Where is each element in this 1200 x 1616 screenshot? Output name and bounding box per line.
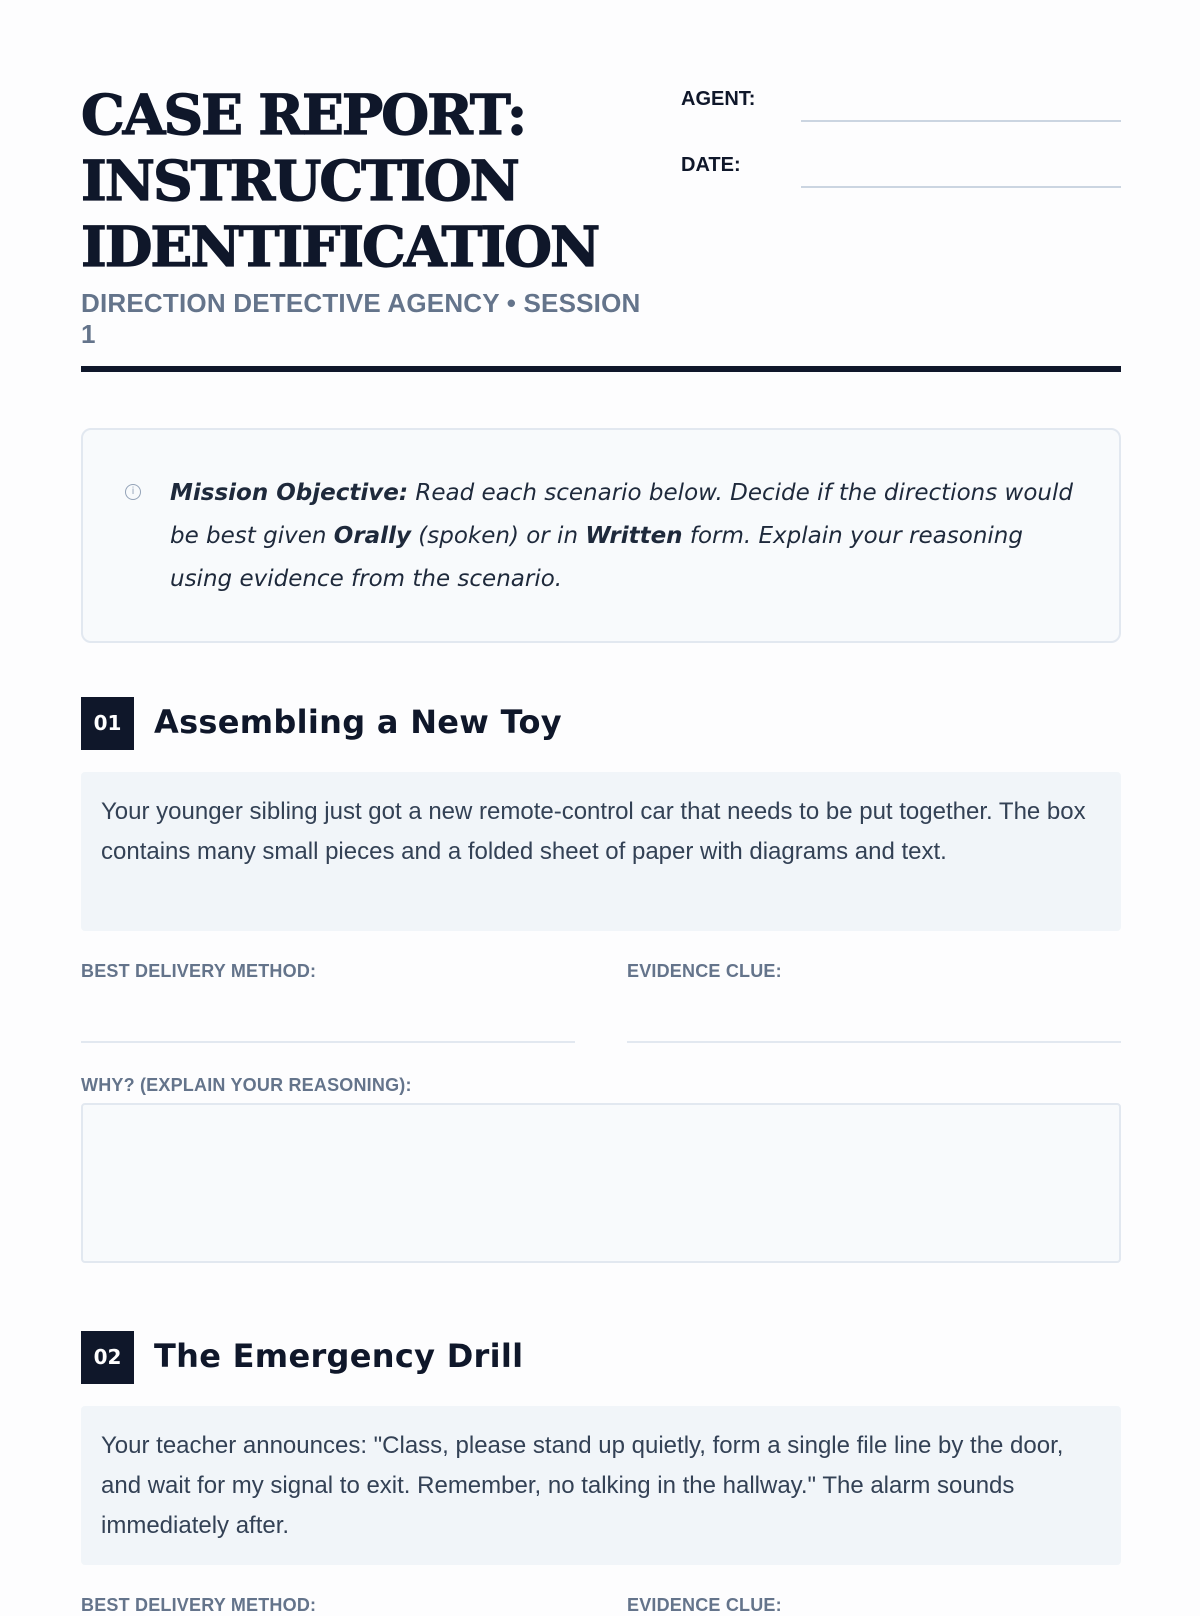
mission-orally: Orally (333, 523, 411, 549)
page-subtitle: DIRECTION DETECTIVE AGENCY • SESSION 1 (81, 288, 641, 349)
header-divider (81, 366, 1121, 372)
evidence-label: EVIDENCE CLUE: (627, 961, 782, 981)
method-label: BEST DELIVERY METHOD: (81, 1595, 317, 1615)
agent-field[interactable] (681, 82, 1121, 122)
reasoning-textarea[interactable] (81, 1103, 1121, 1263)
worksheet-page (81, 0, 1121, 1615)
why-label: WHY? (EXPLAIN YOUR REASONING): (81, 1075, 412, 1095)
case-header (81, 697, 1121, 751)
mission-text-2: (spoken) or in (410, 523, 586, 549)
method-label: BEST DELIVERY METHOD: (81, 961, 317, 981)
mission-text-1: Read each scenario below. Decide if the directions would be best given (170, 480, 1073, 549)
scenario-text: Your younger sibling just got a new remote-control car that needs to be put together. The box contains many small pieces and a folded sheet of paper with diagrams and text. (81, 772, 1121, 931)
date-field[interactable] (681, 148, 1121, 188)
scenario-text: Your teacher announces: "Class, please stand up quietly, form a single file line by the door, and wait for my signal to exit. Remember, no talking in the hallway." The alarm sounds immediately after. (81, 1406, 1121, 1565)
case-header (81, 1331, 1121, 1385)
method-input-line[interactable] (81, 1041, 575, 1043)
title-line-1: CASE REPORT: (81, 82, 526, 147)
title-line-3: IDENTIFICATION (81, 214, 599, 279)
agent-input-line[interactable] (801, 120, 1121, 122)
agent-label: AGENT: (681, 88, 756, 110)
evidence-input-line[interactable] (627, 1041, 1121, 1043)
date-input-line[interactable] (801, 186, 1121, 188)
info-icon: i (125, 484, 141, 500)
title-line-2: INSTRUCTION (81, 148, 518, 213)
mission-text-3: form. Explain your reasoning using evidence from the scenario. (170, 523, 1023, 592)
case-title: The Emergency Drill (154, 1337, 524, 1375)
header-title-block (81, 82, 641, 350)
case-02 (81, 1331, 1121, 1615)
mission-text (170, 472, 1075, 601)
mission-objective-box (81, 428, 1121, 643)
evidence-label: EVIDENCE CLUE: (627, 1595, 782, 1615)
date-label: DATE: (681, 154, 741, 176)
case-number-badge: 01 (81, 697, 134, 750)
page-title (81, 82, 641, 280)
mission-written: Written (585, 523, 683, 549)
case-title: Assembling a New Toy (154, 703, 562, 741)
mission-lead: Mission Objective: (170, 480, 409, 506)
case-01 (81, 697, 1121, 1095)
case-number-badge: 02 (81, 1331, 134, 1384)
